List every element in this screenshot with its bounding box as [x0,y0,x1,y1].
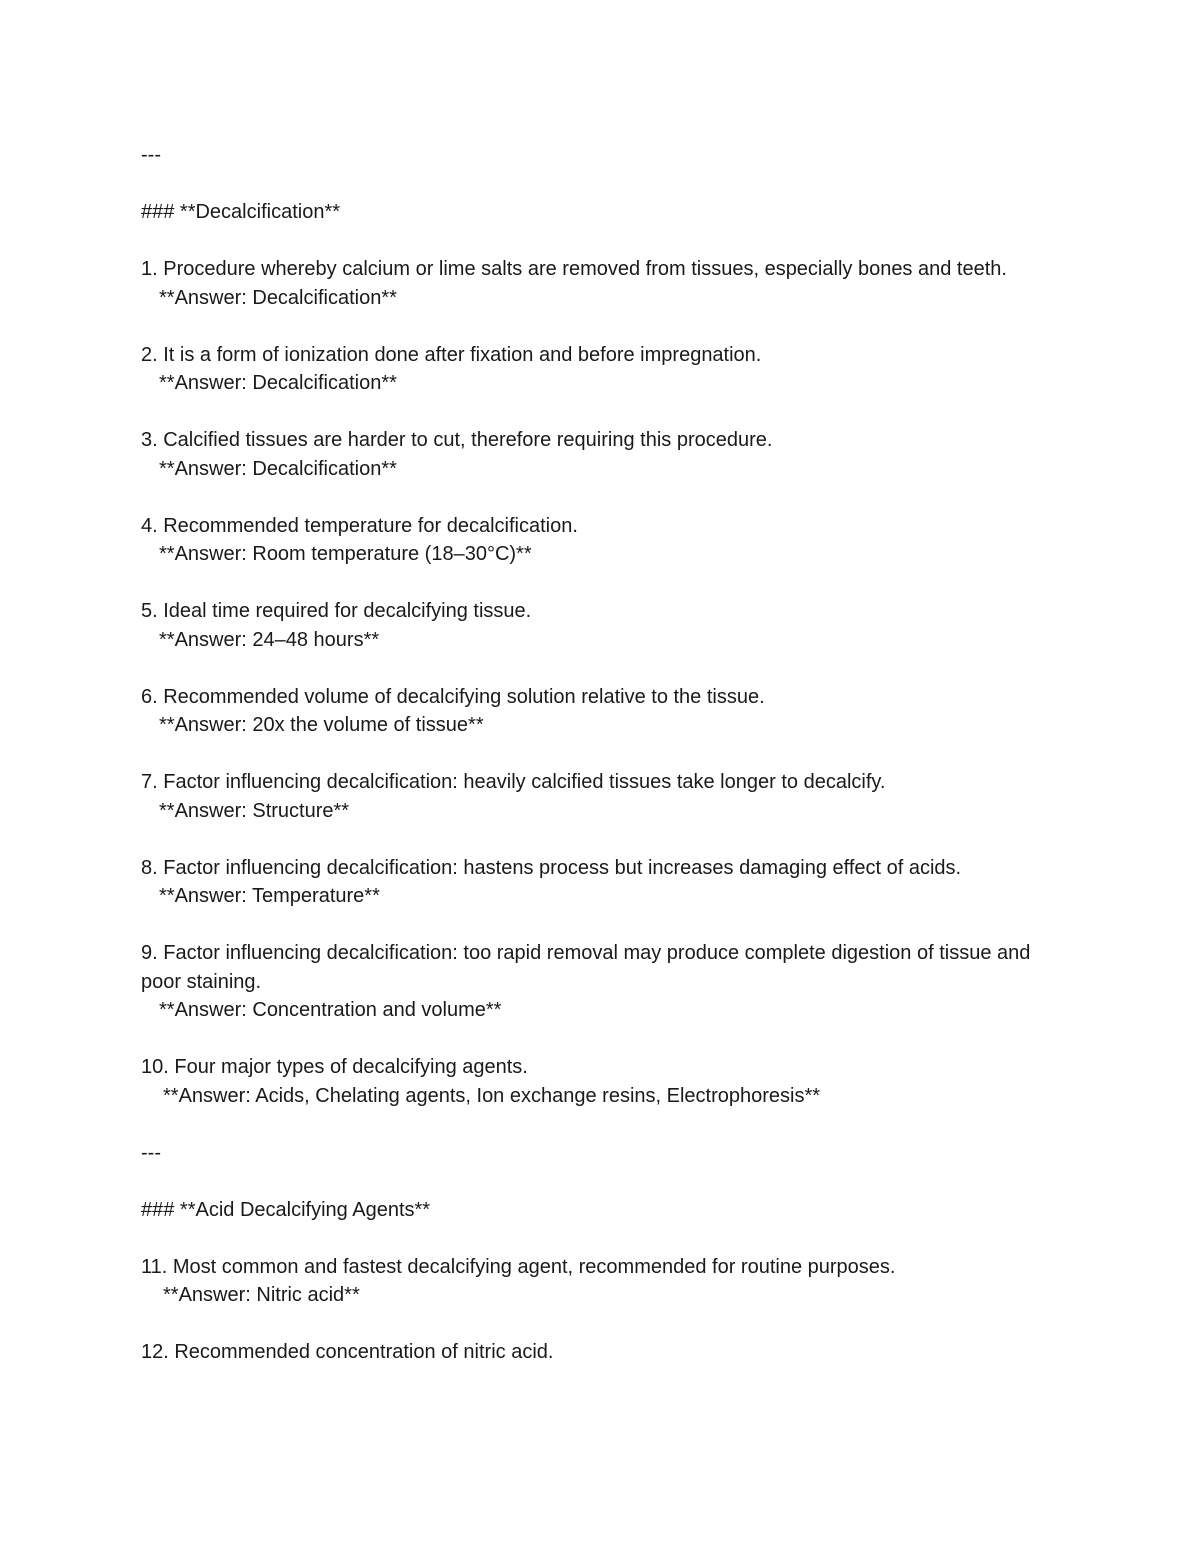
answer-text: **Answer: Temperature** [159,885,380,907]
question-text: 7. Factor influencing decalcification: heavily calcified tissues take longer to decalcify. [141,771,886,793]
question-text: 1. Procedure whereby calcium or lime salts are removed from tissues, especially bones and teeth. [141,258,1007,280]
answer-text: **Answer: Decalcification** [159,286,397,309]
question-text: 4. Recommended temperature for decalcification. [141,514,578,537]
answer-text: **Answer: Concentration and volume** [159,999,502,1021]
divider: --- [141,1141,161,1164]
qa-item [141,512,1071,569]
section-heading: ### **Acid Decalcifying Agents** [141,1198,431,1221]
answer-text: **Answer: Room temperature (18–30°C)** [159,543,532,565]
answer-text: **Answer: Decalcification** [159,457,397,480]
question-text: 6. Recommended volume of decalcifying solution relative to the tissue. [141,685,765,708]
question-text: 9. Factor influencing decalcification: too rapid removal may produce complete digestion of tissue and poor staining. [141,942,1036,993]
answer-text: **Answer: Nitric acid** [163,1284,360,1306]
qa-item [141,1253,1071,1310]
question-text: 8. Factor influencing decalcification: hastens process but increases damaging effect of acids. [141,856,962,879]
divider: --- [141,144,161,166]
answer-text: **Answer: Decalcification** [159,372,397,394]
section-decalcification [141,141,1071,1110]
section-acid-decalcifying-agents [141,1139,1071,1367]
question-text: 5. Ideal time required for decalcifying tissue. [141,600,532,622]
question-text: 3. Calcified tissues are harder to cut, therefore requiring this procedure. [141,429,773,451]
qa-item [141,1053,1071,1110]
qa-item [141,854,1071,911]
question-text: 10. Four major types of decalcifying agents. [141,1056,528,1078]
answer-text: **Answer: 20x the volume of tissue** [159,714,484,736]
answer-text: **Answer: 24–48 hours** [159,628,380,651]
qa-item [141,255,1071,312]
question-text: 11. Most common and fastest decalcifying agent, recommended for routine purposes. [141,1255,896,1278]
qa-item [141,597,1071,654]
qa-item [141,426,1071,483]
qa-item [141,768,1071,825]
document-page [141,141,1071,1395]
qa-item [141,341,1071,398]
question-text: 12. Recommended concentration of nitric acid. [141,1341,554,1363]
qa-item [141,683,1071,740]
qa-item [141,1338,1071,1367]
answer-text: **Answer: Acids, Chelating agents, Ion exchange resins, Electrophoresis** [163,1084,821,1107]
section-heading: ### **Decalcification** [141,201,341,223]
qa-item [141,939,1071,1025]
question-text: 2. It is a form of ionization done after fixation and before impregnation. [141,343,762,366]
answer-text: **Answer: Structure** [159,799,350,822]
